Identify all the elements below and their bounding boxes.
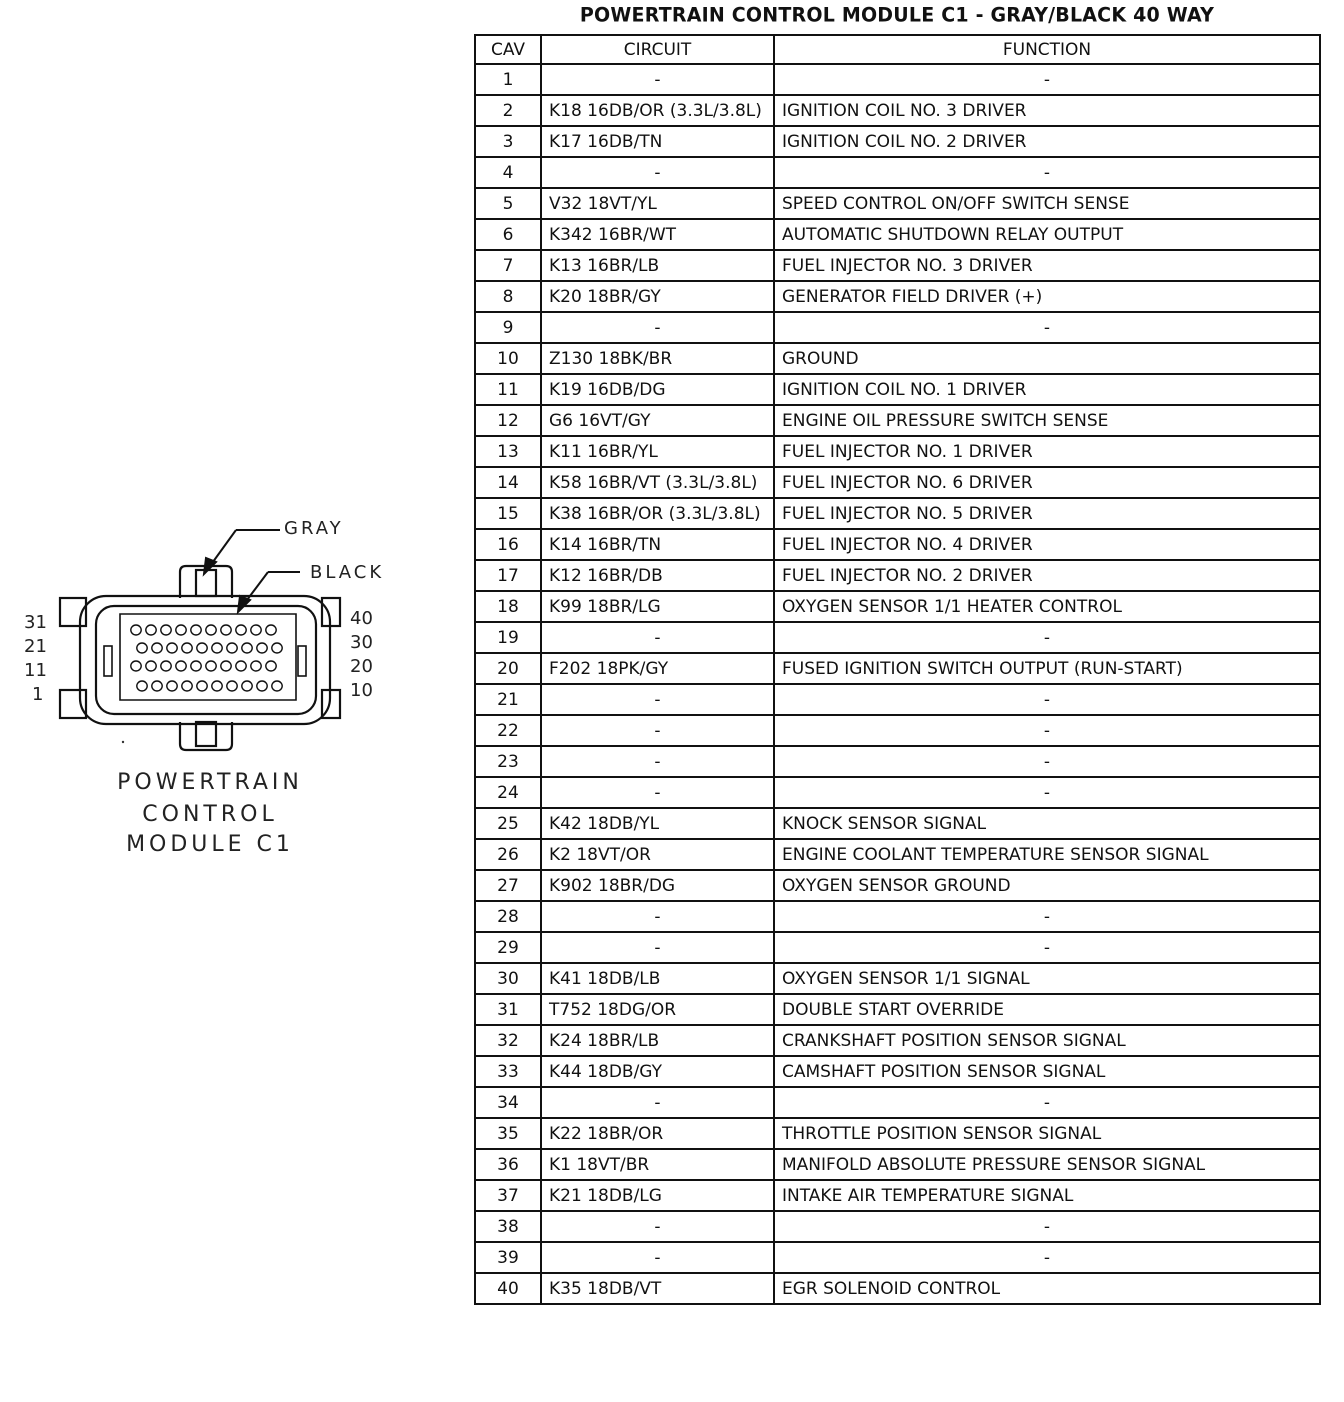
circuit-cell: K902 18BR/DG	[541, 870, 774, 901]
circuit-cell: V32 18VT/YL	[541, 188, 774, 219]
cavity-hole	[242, 681, 252, 691]
function-cell: THROTTLE POSITION SENSOR SIGNAL	[774, 1118, 1320, 1149]
table-row	[475, 1118, 1320, 1149]
cavity-hole	[266, 661, 276, 671]
table-row	[475, 157, 1320, 188]
cav-cell: 20	[475, 653, 541, 684]
circuit-cell: G6 16VT/GY	[541, 405, 774, 436]
cavity-hole	[137, 681, 147, 691]
circuit-cell: -	[541, 715, 774, 746]
cavity-hole	[212, 643, 222, 653]
circuit-cell: Z130 18BK/BR	[541, 343, 774, 374]
cav-cell: 3	[475, 126, 541, 157]
cav-cell: 38	[475, 1211, 541, 1242]
function-cell: -	[774, 932, 1320, 963]
table-title: POWERTRAIN CONTROL MODULE C1 - GRAY/BLACK 40 WAY	[579, 3, 1215, 27]
cavity-hole	[251, 625, 261, 635]
function-cell: MANIFOLD ABSOLUTE PRESSURE SENSOR SIGNAL	[774, 1149, 1320, 1180]
cav-cell: 17	[475, 560, 541, 591]
circuit-cell: F202 18PK/GY	[541, 653, 774, 684]
table-row	[475, 126, 1320, 157]
table-row	[475, 467, 1320, 498]
pin-label-11: 11	[24, 660, 47, 681]
cav-cell: 14	[475, 467, 541, 498]
connector-outer-body	[80, 596, 330, 724]
cavity-hole	[167, 681, 177, 691]
function-cell: OXYGEN SENSOR 1/1 HEATER CONTROL	[774, 591, 1320, 622]
circuit-cell: K24 18BR/LB	[541, 1025, 774, 1056]
gray-label: GRAY	[284, 518, 344, 539]
circuit-cell: K44 18DB/GY	[541, 1056, 774, 1087]
circuit-cell: -	[541, 684, 774, 715]
cavity-hole	[272, 643, 282, 653]
table-row	[475, 777, 1320, 808]
cavity-hole	[167, 643, 177, 653]
circuit-cell: -	[541, 64, 774, 95]
function-cell: GROUND	[774, 343, 1320, 374]
function-cell: FUEL INJECTOR NO. 3 DRIVER	[774, 250, 1320, 281]
function-cell: OXYGEN SENSOR 1/1 SIGNAL	[774, 963, 1320, 994]
cavity-hole	[146, 625, 156, 635]
cavity-hole	[161, 661, 171, 671]
table-row	[475, 250, 1320, 281]
function-cell: EGR SOLENOID CONTROL	[774, 1273, 1320, 1304]
cav-cell: 23	[475, 746, 541, 777]
table-row	[475, 374, 1320, 405]
cav-cell: 28	[475, 901, 541, 932]
circuit-cell: K2 18VT/OR	[541, 839, 774, 870]
cav-cell: 2	[475, 95, 541, 126]
cavity-hole	[206, 625, 216, 635]
circuit-cell: K14 16BR/TN	[541, 529, 774, 560]
circuit-cell: -	[541, 312, 774, 343]
circuit-cell: K342 16BR/WT	[541, 219, 774, 250]
cavity-hole	[236, 625, 246, 635]
cav-cell: 9	[475, 312, 541, 343]
cav-cell: 26	[475, 839, 541, 870]
table-header-row	[475, 35, 1320, 64]
circuit-cell: K99 18BR/LG	[541, 591, 774, 622]
table-row	[475, 64, 1320, 95]
cav-cell: 30	[475, 963, 541, 994]
function-cell: CAMSHAFT POSITION SENSOR SIGNAL	[774, 1056, 1320, 1087]
cavity-hole	[221, 625, 231, 635]
cav-cell: 15	[475, 498, 541, 529]
pin-label-10: 10	[350, 680, 373, 701]
function-cell: -	[774, 622, 1320, 653]
cav-cell: 6	[475, 219, 541, 250]
function-cell: IGNITION COIL NO. 1 DRIVER	[774, 374, 1320, 405]
function-cell: KNOCK SENSOR SIGNAL	[774, 808, 1320, 839]
function-cell: -	[774, 312, 1320, 343]
function-cell: FUSED IGNITION SWITCH OUTPUT (RUN-START)	[774, 653, 1320, 684]
circuit-cell: -	[541, 622, 774, 653]
cavity-hole	[182, 681, 192, 691]
function-cell: GENERATOR FIELD DRIVER (+)	[774, 281, 1320, 312]
function-cell: OXYGEN SENSOR GROUND	[774, 870, 1320, 901]
function-cell: FUEL INJECTOR NO. 4 DRIVER	[774, 529, 1320, 560]
function-cell: ENGINE OIL PRESSURE SWITCH SENSE	[774, 405, 1320, 436]
function-cell: -	[774, 157, 1320, 188]
function-cell: AUTOMATIC SHUTDOWN RELAY OUTPUT	[774, 219, 1320, 250]
cavity-hole	[176, 661, 186, 671]
cavity-hole	[242, 643, 252, 653]
table-row	[475, 808, 1320, 839]
circuit-cell: -	[541, 1242, 774, 1273]
cav-cell: 31	[475, 994, 541, 1025]
table-row	[475, 994, 1320, 1025]
circuit-cell: -	[541, 157, 774, 188]
cav-cell: 12	[475, 405, 541, 436]
table-row	[475, 281, 1320, 312]
header-circuit: CIRCUIT	[541, 35, 774, 64]
circuit-cell: K13 16BR/LB	[541, 250, 774, 281]
table-row	[475, 963, 1320, 994]
table-row	[475, 1087, 1320, 1118]
function-cell: -	[774, 777, 1320, 808]
pin-label-21: 21	[24, 636, 47, 657]
table-row	[475, 529, 1320, 560]
cavity-hole	[161, 625, 171, 635]
caption-line-1: POWERTRAIN	[117, 770, 303, 795]
circuit-cell: K38 16BR/OR (3.3L/3.8L)	[541, 498, 774, 529]
cavity-hole	[146, 661, 156, 671]
table-row	[475, 839, 1320, 870]
function-cell: -	[774, 746, 1320, 777]
circuit-cell: T752 18DG/OR	[541, 994, 774, 1025]
pin-label-20: 20	[350, 656, 373, 677]
cav-cell: 1	[475, 64, 541, 95]
connector-inner-body	[96, 606, 316, 714]
table-row	[475, 560, 1320, 591]
circuit-cell: -	[541, 932, 774, 963]
cavity-hole	[197, 643, 207, 653]
pinout-table	[474, 34, 1321, 1305]
table-row	[475, 1180, 1320, 1211]
function-cell: -	[774, 1242, 1320, 1273]
cav-cell: 11	[475, 374, 541, 405]
circuit-cell: K12 16BR/DB	[541, 560, 774, 591]
circuit-cell: K41 18DB/LB	[541, 963, 774, 994]
circuit-cell: K17 16DB/TN	[541, 126, 774, 157]
cavity-hole	[131, 661, 141, 671]
cavity-hole	[131, 625, 141, 635]
function-cell: -	[774, 684, 1320, 715]
pin-label-31: 31	[24, 612, 47, 633]
table-row	[475, 932, 1320, 963]
table-row	[475, 219, 1320, 250]
function-cell: DOUBLE START OVERRIDE	[774, 994, 1320, 1025]
cavity-hole	[182, 643, 192, 653]
cav-cell: 25	[475, 808, 541, 839]
cavity-hole	[266, 625, 276, 635]
cav-cell: 18	[475, 591, 541, 622]
circuit-cell: -	[541, 1211, 774, 1242]
pin-label-1: 1	[32, 684, 44, 705]
cavity-hole	[257, 643, 267, 653]
cavity-hole	[251, 661, 261, 671]
function-cell: INTAKE AIR TEMPERATURE SIGNAL	[774, 1180, 1320, 1211]
table-row	[475, 188, 1320, 219]
cav-cell: 24	[475, 777, 541, 808]
table-row	[475, 746, 1320, 777]
pin-label-40: 40	[350, 608, 373, 629]
caption-line-2: CONTROL	[142, 802, 278, 827]
cav-cell: 21	[475, 684, 541, 715]
cav-cell: 39	[475, 1242, 541, 1273]
left-bottom-tab	[60, 690, 86, 718]
header-cav: CAV	[475, 35, 541, 64]
circuit-cell: K1 18VT/BR	[541, 1149, 774, 1180]
table-row	[475, 591, 1320, 622]
black-label: BLACK	[310, 562, 385, 583]
function-cell: SPEED CONTROL ON/OFF SWITCH SENSE	[774, 188, 1320, 219]
connector-diagram	[0, 0, 470, 900]
cavity-hole	[176, 625, 186, 635]
header-function: FUNCTION	[774, 35, 1320, 64]
cav-cell: 33	[475, 1056, 541, 1087]
circuit-cell: K42 18DB/YL	[541, 808, 774, 839]
cavity-hole	[227, 681, 237, 691]
function-cell: FUEL INJECTOR NO. 2 DRIVER	[774, 560, 1320, 591]
circuit-cell: K21 18DB/LG	[541, 1180, 774, 1211]
cav-cell: 16	[475, 529, 541, 560]
cav-cell: 40	[475, 1273, 541, 1304]
cav-cell: 32	[475, 1025, 541, 1056]
cavity-hole	[191, 661, 201, 671]
circuit-cell: -	[541, 777, 774, 808]
cav-cell: 13	[475, 436, 541, 467]
cav-cell: 34	[475, 1087, 541, 1118]
table-row	[475, 684, 1320, 715]
function-cell: IGNITION COIL NO. 2 DRIVER	[774, 126, 1320, 157]
cav-cell: 4	[475, 157, 541, 188]
cavity-hole	[227, 643, 237, 653]
circuit-cell: K58 16BR/VT (3.3L/3.8L)	[541, 467, 774, 498]
table-row	[475, 405, 1320, 436]
cav-cell: 5	[475, 188, 541, 219]
cav-cell: 10	[475, 343, 541, 374]
cavity-hole	[212, 681, 222, 691]
function-cell: FUEL INJECTOR NO. 1 DRIVER	[774, 436, 1320, 467]
circuit-cell: K11 16BR/YL	[541, 436, 774, 467]
cavity-hole	[257, 681, 267, 691]
table-row	[475, 715, 1320, 746]
cavity-hole	[206, 661, 216, 671]
table-row	[475, 95, 1320, 126]
cav-cell: 22	[475, 715, 541, 746]
function-cell: FUEL INJECTOR NO. 5 DRIVER	[774, 498, 1320, 529]
connector-drawing	[0, 0, 470, 900]
table-row	[475, 436, 1320, 467]
pin-label-30: 30	[350, 632, 373, 653]
cav-cell: 29	[475, 932, 541, 963]
table-row	[475, 1211, 1320, 1242]
cavity-hole	[197, 681, 207, 691]
cav-cell: 19	[475, 622, 541, 653]
circuit-cell: -	[541, 901, 774, 932]
table-row	[475, 653, 1320, 684]
circuit-cell: K19 16DB/DG	[541, 374, 774, 405]
cav-cell: 36	[475, 1149, 541, 1180]
table-row	[475, 343, 1320, 374]
cav-cell: 35	[475, 1118, 541, 1149]
caption-line-3: MODULE C1	[126, 832, 294, 857]
table-row	[475, 1056, 1320, 1087]
function-cell: -	[774, 715, 1320, 746]
circuit-cell: K20 18BR/GY	[541, 281, 774, 312]
cavity-hole	[236, 661, 246, 671]
circuit-cell: -	[541, 746, 774, 777]
function-cell: -	[774, 1087, 1320, 1118]
table-row	[475, 870, 1320, 901]
cavity-hole	[137, 643, 147, 653]
function-cell: -	[774, 901, 1320, 932]
table-row	[475, 622, 1320, 653]
cavity-hole	[272, 681, 282, 691]
cavity-hole	[152, 643, 162, 653]
function-cell: CRANKSHAFT POSITION SENSOR SIGNAL	[774, 1025, 1320, 1056]
cav-cell: 27	[475, 870, 541, 901]
cavity-hole	[221, 661, 231, 671]
table-row	[475, 1025, 1320, 1056]
table-row	[475, 1242, 1320, 1273]
function-cell: ENGINE COOLANT TEMPERATURE SENSOR SIGNAL	[774, 839, 1320, 870]
speck-mark	[122, 741, 124, 743]
cavity-hole	[191, 625, 201, 635]
table-row	[475, 1273, 1320, 1304]
table-row	[475, 312, 1320, 343]
cav-cell: 37	[475, 1180, 541, 1211]
cav-cell: 8	[475, 281, 541, 312]
cavity-hole	[152, 681, 162, 691]
table-row	[475, 1149, 1320, 1180]
circuit-cell: K22 18BR/OR	[541, 1118, 774, 1149]
function-cell: FUEL INJECTOR NO. 6 DRIVER	[774, 467, 1320, 498]
function-cell: -	[774, 64, 1320, 95]
black-arrowhead	[238, 596, 250, 612]
circuit-cell: K35 18DB/VT	[541, 1273, 774, 1304]
table-row	[475, 498, 1320, 529]
cav-cell: 7	[475, 250, 541, 281]
table-row	[475, 901, 1320, 932]
circuit-cell: -	[541, 1087, 774, 1118]
function-cell: IGNITION COIL NO. 3 DRIVER	[774, 95, 1320, 126]
circuit-cell: K18 16DB/OR (3.3L/3.8L)	[541, 95, 774, 126]
function-cell: -	[774, 1211, 1320, 1242]
